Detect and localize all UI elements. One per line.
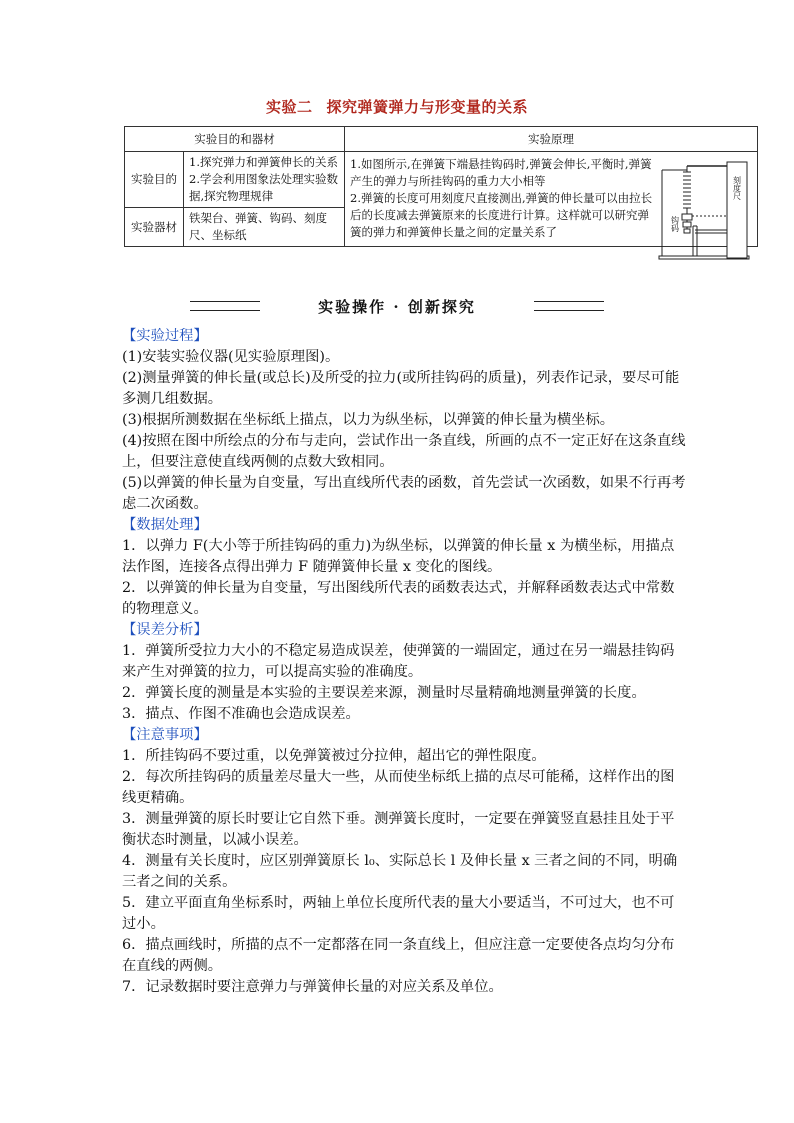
principle-item: 2.弹簧的长度可用刻度尺直接测出,弹簧的伸长量可以由拉长后的长度减去弹簧原来的长度进行计算。这样就可以研究弹簧的弹力和弹簧伸长量之间的定量关系了 [350, 191, 653, 239]
aim-cell [184, 152, 345, 208]
ruler-label: 刻度尺 [732, 176, 742, 200]
title-part1: 实验二 [265, 98, 313, 116]
equipment-label: 实验器材 [125, 208, 184, 247]
paragraph: 1．所挂钩码不要过重，以免弹簧被过分拉伸，超出它的弹性限度。 [122, 748, 546, 764]
aim-item: 1.探究弹力和弹簧伸长的关系 [189, 155, 338, 169]
table-header-right: 实验原理 [345, 127, 758, 152]
section-heading: 【误差分析】 [122, 622, 208, 638]
section-heading: 【数据处理】 [122, 517, 208, 533]
principle-item: 1.如图所示,在弹簧下端悬挂钩码时,弹簧会伸长,平衡时,弹簧产生的弹力与所挂钩码的重力大小相等 [350, 157, 652, 188]
page-title [0, 96, 794, 117]
experiment-info-table [124, 126, 758, 247]
paragraph: 1．弹簧所受拉力大小的不稳定易造成误差，使弹簧的一端固定，通过在另一端悬挂钩码来产生对弹簧的拉力，可以提高实验的准确度。 [122, 643, 675, 680]
paragraph: (3)根据所测数据在坐标纸上描点，以力为纵坐标，以弹簧的伸长量为横坐标。 [122, 412, 615, 428]
section-banner [190, 296, 604, 318]
paragraph: (2)测量弹簧的伸长量(或总长)及所受的拉力(或所挂钩码的质量)，列表作记录，要尽可能多测几组数据。 [122, 370, 680, 407]
banner-rule-right [534, 301, 604, 311]
paragraph: (4)按照在图中所绘点的分布与走向，尝试作出一条直线，所画的点不一定正好在这条直线上，但要注意使直线两侧的点数大致相同。 [122, 433, 686, 470]
paragraph: 4．测量有关长度时，应区别弹簧原长 l₀、实际总长 l 及伸长量 x 三者之间的不同，明确三者之间的关系。 [122, 853, 678, 890]
paragraph: 2．弹簧长度的测量是本实验的主要误差来源，测量时尽量精确地测量弹簧的长度。 [122, 685, 646, 701]
table-header-left: 实验目的和器材 [125, 127, 345, 152]
weight-label: 钩码 [670, 216, 680, 232]
paragraph: 7．记录数据时要注意弹力与弹簧伸长量的对应关系及单位。 [122, 979, 503, 995]
equipment-text: 铁架台、弹簧、钩码、刻度尺、坐标纸 [184, 208, 345, 247]
paragraph: 2．每次所挂钩码的质量差尽量大一些，从而使坐标纸上描的点尽可能稀，这样作出的图线更精确。 [122, 769, 675, 806]
paragraph: 1．以弹力 F(大小等于所挂钩码的重力)为纵坐标，以弹簧的伸长量 x 为横坐标，用描点法作图，连接各点得出弹力 F 随弹簧伸长量 x 变化的图线。 [122, 538, 675, 575]
main-content [122, 326, 686, 998]
paragraph: (1)安装实验仪器(见实验原理图)。 [122, 349, 340, 365]
paragraph: 2．以弹簧的伸长量为自变量，写出图线所代表的函数表达式，并解释函数表达式中常数的物理意义。 [122, 580, 675, 617]
banner-text: 实验操作 · 创新探究 [318, 298, 476, 316]
section-heading: 【注意事项】 [122, 727, 208, 743]
aim-item: 2.学会利用图象法处理实验数据,探究物理规律 [189, 172, 338, 203]
paragraph: 6．描点画线时，所描的点不一定都落在同一条直线上，但应注意一定要使各点均匀分布在直线的两侧。 [122, 937, 675, 974]
paragraph: 3．描点、作图不准确也会造成误差。 [122, 706, 360, 722]
title-part2: 探究弹簧弹力与形变量的关系 [326, 98, 529, 116]
paragraph: 3．测量弹簧的原长时要让它自然下垂。测弹簧长度时，一定要在弹簧竖直悬挂且处于平衡状态时测量，以减小误差。 [122, 811, 675, 848]
spring-apparatus-figure [657, 158, 753, 262]
paragraph: 5．建立平面直角坐标系时，两轴上单位长度所代表的量大小要适当，不可过大，也不可过小。 [122, 895, 675, 932]
paragraph: (5)以弹簧的伸长量为自变量，写出直线所代表的函数，首先尝试一次函数，如果不行再考虑二次函数。 [122, 475, 686, 512]
section-heading: 【实验过程】 [122, 328, 208, 344]
principle-cell [345, 152, 758, 247]
aim-label: 实验目的 [125, 152, 184, 208]
